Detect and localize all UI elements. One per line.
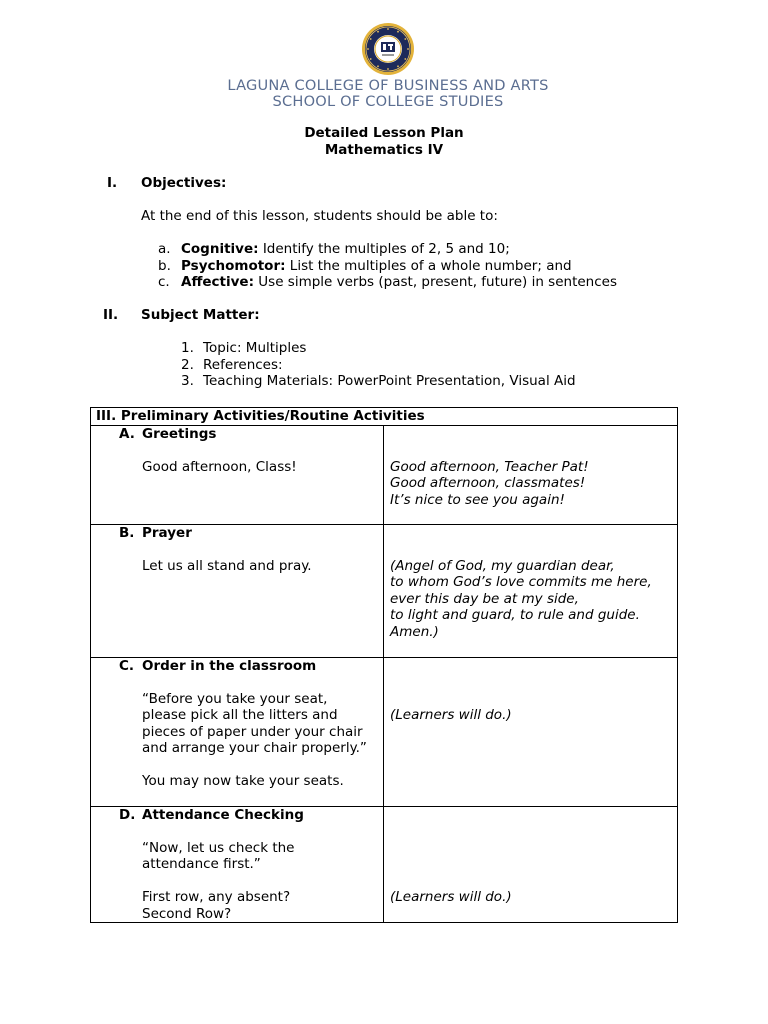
objective-label: Affective: [181,274,254,290]
activity-title: Prayer [142,525,192,541]
subject-matter-number: II. [103,307,119,323]
objective-text: Identify the multiples of 2, 5 and 10; [258,241,510,257]
subject-marker: 1. [181,340,194,356]
learner-cell [384,807,678,923]
objectives-number: I. [107,175,118,191]
learner-cell [384,525,678,658]
activity-marker: C. [119,658,135,674]
activity-marker: D. [119,807,136,823]
teacher-line: attendance first.” [142,856,261,872]
learner-line: Good afternoon, Teacher Pat! [390,459,589,475]
table-row [91,807,678,923]
objective-marker: a. [158,241,171,257]
document-title: Detailed Lesson Plan [304,125,464,141]
activity-title: Order in the classroom [142,658,317,674]
learner-cell [384,658,678,807]
college-seal-icon [361,22,415,76]
activity-marker: B. [119,525,135,541]
objective-item [181,241,510,258]
document-subject: Mathematics IV [324,142,444,158]
activity-marker: A. [119,426,135,442]
learner-line: to light and guard, to rule and guide. [390,607,640,623]
teacher-line: and arrange your chair properly.” [142,740,367,756]
subject-marker: 2. [181,357,194,373]
objective-item [181,258,572,275]
table-row [91,658,678,807]
learner-line: (Angel of God, my guardian dear, [390,558,615,574]
activity-title: Attendance Checking [142,807,304,823]
table-header-cell [91,408,678,426]
subject-marker: 3. [181,373,194,389]
subject-item: Teaching Materials: PowerPoint Presentation, Visual Aid [203,373,576,389]
teacher-cell [91,426,384,525]
teacher-line: Let us all stand and pray. [142,558,312,574]
objective-marker: c. [158,274,170,290]
objective-text: Use simple verbs (past, present, future) in sentences [253,274,617,290]
table-header-row [91,408,678,426]
teacher-cell [91,658,384,807]
teacher-cell [91,807,384,923]
table-row [91,426,678,525]
teacher-line: “Now, let us check the [142,840,295,856]
learner-line: (Learners will do.) [390,889,512,905]
subject-item: Topic: Multiples [203,340,307,356]
activities-header: III. Preliminary Activities/Routine Activities [96,408,425,424]
teacher-line: pieces of paper under your chair [142,724,363,740]
school-name: LAGUNA COLLEGE OF BUSINESS AND ARTS [227,77,549,94]
teacher-line: “Before you take your seat, [142,691,328,707]
teacher-line: please pick all the litters and [142,707,338,723]
learner-cell [384,426,678,525]
subject-matter-heading: Subject Matter: [141,307,260,323]
table-row [91,525,678,658]
learner-line: (Learners will do.) [390,707,512,723]
subject-item: References: [203,357,283,373]
teacher-line: Good afternoon, Class! [142,459,297,475]
objective-label: Cognitive: [181,241,259,257]
learner-line: It’s nice to see you again! [390,492,565,508]
school-division: SCHOOL OF COLLEGE STUDIES [272,93,504,110]
activity-title: Greetings [142,426,217,442]
learner-line: Amen.) [390,624,439,640]
objective-marker: b. [158,258,171,274]
objectives-intro: At the end of this lesson, students should be able to: [141,208,498,224]
teacher-line: First row, any absent? [142,889,291,905]
objective-item [181,274,617,291]
teacher-line: You may now take your seats. [142,773,344,789]
teacher-cell [91,525,384,658]
objectives-heading: Objectives: [141,175,227,191]
activities-table [90,407,678,923]
objective-label: Psychomotor: [181,258,286,274]
learner-line: ever this day be at my side, [390,591,579,607]
teacher-line: Second Row? [142,906,232,922]
learner-line: to whom God’s love commits me here, [390,574,652,590]
objective-text: List the multiples of a whole number; and [285,258,572,274]
learner-line: Good afternoon, classmates! [390,475,586,491]
